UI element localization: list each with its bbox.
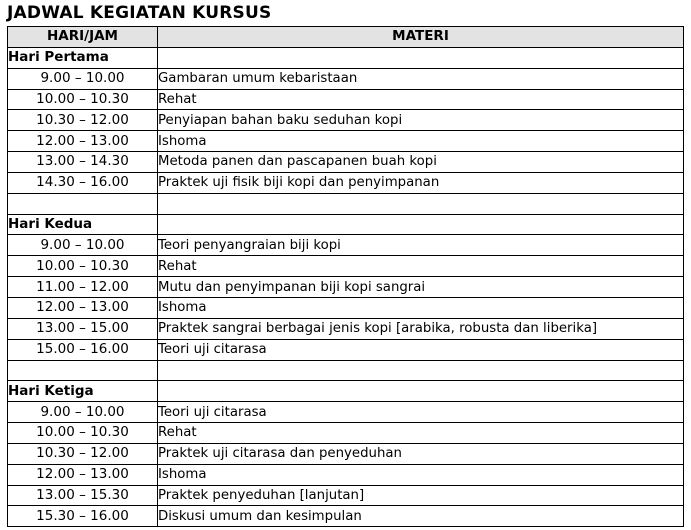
empty-cell: [158, 360, 684, 381]
header-time: HARI/JAM: [8, 27, 158, 48]
materi-cell: Teori uji citarasa: [158, 339, 684, 360]
table-row: [8, 172, 684, 193]
table-row: [8, 256, 684, 277]
time-cell: 10.30 – 12.00: [8, 110, 158, 131]
table-row: [8, 235, 684, 256]
materi-cell: Teori penyangraian biji kopi: [158, 235, 684, 256]
table-header-row: [8, 27, 684, 48]
materi-cell: Diskusi umum dan kesimpulan: [158, 506, 684, 527]
empty-cell: [8, 193, 158, 214]
materi-cell: Praktek uji citarasa dan penyeduhan: [158, 443, 684, 464]
materi-cell: Penyiapan bahan baku seduhan kopi: [158, 110, 684, 131]
time-cell: 9.00 – 10.00: [8, 235, 158, 256]
day-row: [8, 47, 684, 68]
materi-cell: Praktek uji fisik biji kopi dan penyimpanan: [158, 172, 684, 193]
header-materi: MATERI: [158, 27, 684, 48]
day-name: Hari Ketiga: [8, 381, 158, 402]
time-cell: 13.00 – 15.00: [8, 318, 158, 339]
time-cell: 13.00 – 14.30: [8, 152, 158, 173]
table-row: [8, 485, 684, 506]
schedule-table: [7, 26, 684, 527]
time-cell: 10.00 – 10.30: [8, 423, 158, 444]
materi-cell: Rehat: [158, 256, 684, 277]
table-row: [8, 297, 684, 318]
empty-cell: [158, 214, 684, 235]
table-row: [8, 110, 684, 131]
time-cell: 15.00 – 16.00: [8, 339, 158, 360]
time-cell: 9.00 – 10.00: [8, 68, 158, 89]
table-row: [8, 89, 684, 110]
materi-cell: Metoda panen dan pascapanen buah kopi: [158, 152, 684, 173]
table-row: [8, 318, 684, 339]
time-cell: 11.00 – 12.00: [8, 277, 158, 298]
table-row: [8, 152, 684, 173]
time-cell: 10.00 – 10.30: [8, 256, 158, 277]
table-row: [8, 277, 684, 298]
time-cell: 12.00 – 13.00: [8, 131, 158, 152]
spacer-row: [8, 360, 684, 381]
materi-cell: Teori uji citarasa: [158, 402, 684, 423]
materi-cell: Ishoma: [158, 297, 684, 318]
day-row: [8, 381, 684, 402]
table-row: [8, 423, 684, 444]
day-row: [8, 214, 684, 235]
table-row: [8, 506, 684, 527]
day-name: Hari Kedua: [8, 214, 158, 235]
materi-cell: Ishoma: [158, 131, 684, 152]
spacer-row: [8, 193, 684, 214]
materi-cell: Rehat: [158, 89, 684, 110]
table-row: [8, 68, 684, 89]
empty-cell: [158, 381, 684, 402]
materi-cell: Mutu dan penyimpanan biji kopi sangrai: [158, 277, 684, 298]
time-cell: 10.00 – 10.30: [8, 89, 158, 110]
empty-cell: [158, 47, 684, 68]
materi-cell: Praktek penyeduhan [lanjutan]: [158, 485, 684, 506]
empty-cell: [158, 193, 684, 214]
time-cell: 12.00 – 13.00: [8, 297, 158, 318]
table-row: [8, 402, 684, 423]
table-row: [8, 443, 684, 464]
document-title: JADWAL KEGIATAN KURSUS: [7, 3, 272, 23]
day-name: Hari Pertama: [8, 47, 158, 68]
time-cell: 14.30 – 16.00: [8, 172, 158, 193]
materi-cell: Gambaran umum kebaristaan: [158, 68, 684, 89]
materi-cell: Praktek sangrai berbagai jenis kopi [arabika, robusta dan liberika]: [158, 318, 684, 339]
time-cell: 12.00 – 13.00: [8, 464, 158, 485]
materi-cell: Ishoma: [158, 464, 684, 485]
empty-cell: [8, 360, 158, 381]
table-row: [8, 131, 684, 152]
table-row: [8, 464, 684, 485]
time-cell: 9.00 – 10.00: [8, 402, 158, 423]
time-cell: 10.30 – 12.00: [8, 443, 158, 464]
time-cell: 15.30 – 16.00: [8, 506, 158, 527]
materi-cell: Rehat: [158, 423, 684, 444]
table-row: [8, 339, 684, 360]
time-cell: 13.00 – 15.30: [8, 485, 158, 506]
